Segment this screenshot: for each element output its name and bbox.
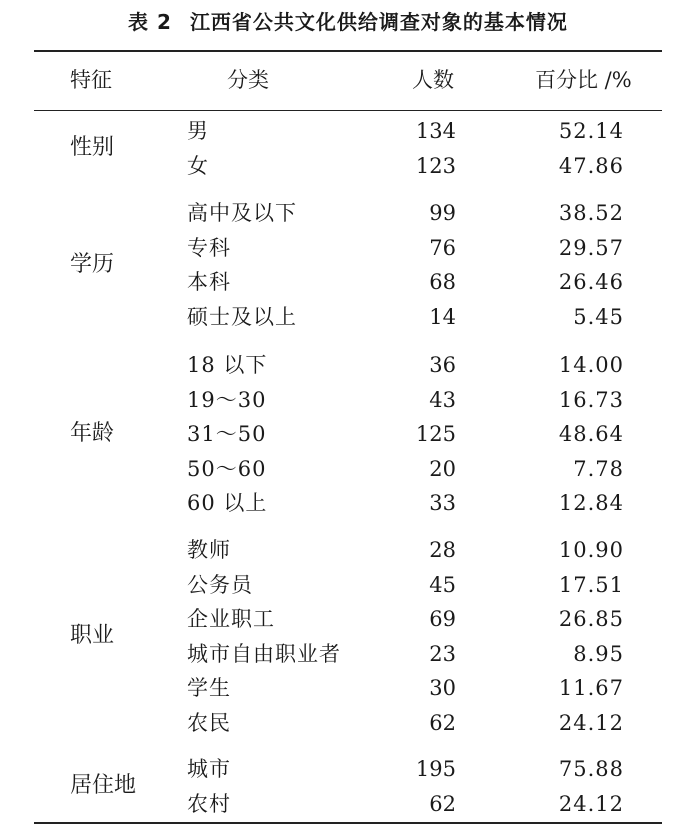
group-label: 学历 (70, 252, 115, 277)
top-rule (34, 50, 662, 52)
category-cell: 本科 (187, 270, 231, 294)
header-category: 分类 (227, 68, 269, 92)
bottom-rule (34, 822, 662, 824)
percent-cell: 24.12 (558, 711, 624, 735)
count-cell: 30 (429, 676, 456, 700)
group-label: 职业 (70, 623, 115, 648)
count-cell: 195 (415, 757, 456, 781)
category-cell: 企业职工 (187, 607, 275, 631)
category-cell: 50～60 (187, 457, 267, 481)
count-cell: 20 (429, 457, 456, 481)
category-cell: 高中及以下 (187, 201, 297, 225)
category-cell: 60 以上 (187, 491, 268, 515)
percent-cell: 52.14 (558, 119, 624, 143)
count-cell: 36 (429, 353, 456, 377)
percent-cell: 26.85 (558, 607, 624, 631)
percent-cell: 75.88 (558, 757, 624, 781)
count-cell: 43 (429, 388, 456, 412)
percent-cell: 47.86 (558, 154, 624, 178)
category-cell: 城市 (187, 757, 231, 781)
percent-cell: 16.73 (558, 388, 624, 412)
percent-cell: 14.00 (558, 353, 624, 377)
category-cell: 公务员 (187, 573, 253, 597)
count-cell: 125 (415, 422, 456, 446)
count-cell: 45 (429, 573, 456, 597)
percent-cell: 8.95 (573, 642, 624, 666)
category-cell: 硕士及以上 (187, 305, 297, 329)
category-cell: 18 以下 (187, 353, 268, 377)
percent-cell: 17.51 (558, 573, 624, 597)
percent-cell: 11.67 (558, 676, 624, 700)
category-cell: 农村 (187, 792, 231, 816)
group-label: 性别 (70, 135, 115, 160)
percent-cell: 48.64 (558, 422, 624, 446)
category-cell: 男 (187, 119, 209, 143)
category-cell: 教师 (187, 538, 231, 562)
count-cell: 69 (429, 607, 456, 631)
count-cell: 14 (429, 305, 456, 329)
group-label: 居住地 (70, 773, 137, 798)
header-rule (34, 110, 662, 111)
count-cell: 134 (415, 119, 456, 143)
count-cell: 99 (429, 201, 456, 225)
percent-cell: 7.78 (573, 457, 624, 481)
count-cell: 68 (429, 270, 456, 294)
percent-cell: 29.57 (558, 236, 624, 260)
header-percent: 百分比 /% (535, 68, 632, 92)
percent-cell: 10.90 (558, 538, 624, 562)
count-cell: 76 (429, 236, 456, 260)
count-cell: 33 (429, 491, 456, 515)
category-cell: 城市自由职业者 (187, 642, 341, 666)
count-cell: 23 (429, 642, 456, 666)
category-cell: 女 (187, 154, 209, 178)
count-cell: 28 (429, 538, 456, 562)
table-number: 表 2 (128, 10, 172, 34)
percent-cell: 38.52 (558, 201, 624, 225)
table-title: 江西省公共文化供给调查对象的基本情况 (189, 10, 568, 34)
count-cell: 62 (429, 711, 456, 735)
percent-cell: 5.45 (573, 305, 624, 329)
category-cell: 19～30 (187, 388, 267, 412)
table-caption (0, 6, 696, 35)
percent-cell: 24.12 (558, 792, 624, 816)
category-cell: 学生 (187, 676, 231, 700)
count-cell: 62 (429, 792, 456, 816)
group-label: 年龄 (70, 421, 115, 446)
count-cell: 123 (415, 154, 456, 178)
percent-cell: 26.46 (558, 270, 624, 294)
percent-cell: 12.84 (558, 491, 624, 515)
category-cell: 专科 (187, 236, 231, 260)
category-cell: 农民 (187, 711, 231, 735)
header-feature: 特征 (70, 68, 112, 92)
header-count: 人数 (412, 68, 454, 92)
category-cell: 31～50 (187, 422, 267, 446)
